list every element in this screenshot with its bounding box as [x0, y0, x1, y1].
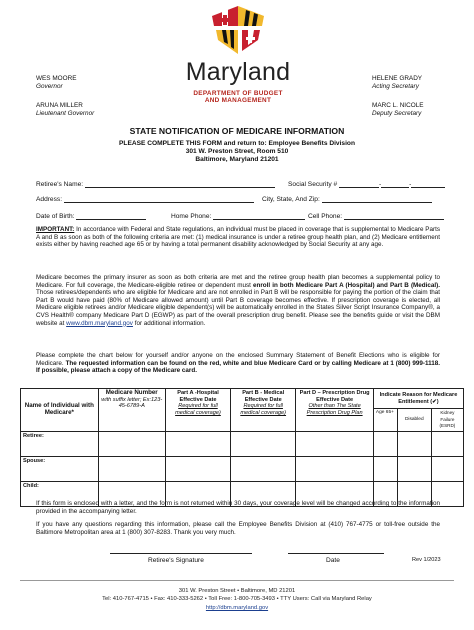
official-deputy-secretary — [372, 102, 424, 118]
disabled-checkbox[interactable] — [397, 456, 431, 481]
date-label: Date — [326, 557, 340, 564]
address-label: Address: — [36, 196, 63, 203]
header-kidney: Kidney Failure (ESRD) — [431, 409, 463, 432]
department-name — [160, 90, 316, 105]
cell-phone-row — [308, 212, 444, 220]
footer-divider — [20, 580, 454, 581]
official-name: MARC L. NICOLE — [372, 102, 424, 109]
retiree-name-row — [36, 180, 275, 188]
city-state-zip-row — [262, 195, 432, 203]
return-address — [20, 140, 454, 164]
ssn-label: Social Security # — [288, 181, 338, 188]
medicare-text-b: enroll in both Medicare Part A (Hospital) and Part B (Medical). — [252, 281, 440, 289]
important-paragraph — [36, 226, 440, 249]
row-label: Child: — [21, 481, 99, 506]
medicare-text-c: Those retirees/dependents who are eligible for Medicare and are not enrolled in Part B will be responsible for paying the portion of the claim that Part B would have paid (80% of Medicare allowed amount) until Part B coverage becomes effective. If prescription coverage is elected, all Medicare eligible retirees and/or Medicare eligible dependent(s) will be automatically enrolled in the States Silver Script Insurance Company®, a CVS Health® company Medicare Part D (EGWP) as part of the overall prescription drug benefit. Please see the benefits guide or visit the DBM website at — [36, 289, 440, 327]
chart-instructions-paragraph — [36, 352, 440, 375]
date-line[interactable] — [288, 553, 384, 554]
official-name: WES MOORE — [36, 75, 77, 82]
cell-phone-label: Cell Phone: — [308, 213, 343, 220]
header-medicare-number: Medicare Number with suffix letter; Ex:123-45-6789-A — [98, 389, 165, 432]
dob-label: Date of Birth: — [36, 213, 75, 220]
questions-paragraph: If you have any questions regarding this information, please call the Employee Benefits Division at (410) 767-4775 or toll-free outside the Baltimore Metropolitan area at 1 (800) 307-8283. Thank you very much. — [36, 521, 440, 536]
home-phone-row — [171, 212, 305, 220]
chart-instructions-a: Please complete the chart below for yourself and/or anyone on the enclosed Summary Statement of Benefit Elections who is eligible for Medicare. — [36, 352, 440, 367]
return-line-3: Baltimore, Maryland 21201 — [195, 156, 279, 163]
medicare-table — [20, 388, 464, 507]
retiree-name-label: Retiree's Name: — [36, 181, 84, 188]
official-lt-governor — [36, 102, 94, 118]
official-governor — [36, 75, 76, 91]
medicare-paragraph — [36, 274, 440, 327]
table-row — [21, 456, 464, 481]
medicare-number-cell[interactable] — [98, 431, 165, 456]
city-state-zip-field[interactable] — [322, 195, 432, 203]
row-label: Retiree: — [21, 431, 99, 456]
header-part-a: Part A -Hospital Effective Date Required for full medical coverage) — [165, 389, 230, 432]
part-b-cell[interactable] — [231, 456, 296, 481]
age-checkbox[interactable] — [373, 431, 397, 456]
cell-phone-field[interactable] — [344, 212, 444, 220]
signature-line[interactable] — [110, 553, 252, 554]
official-name: HELENE GRADY — [372, 75, 423, 82]
department-line-1: DEPARTMENT OF BUDGET — [193, 90, 283, 97]
dob-field[interactable] — [76, 212, 146, 220]
signature-label: Retiree's Signature — [148, 557, 204, 564]
maryland-flag-logo — [206, 4, 270, 56]
footer-phones: Tel: 410-767-4715 • Fax: 410-333-5262 • Toll Free: 1-800-705-3493 • TTY Users: Call via Maryland Relay — [102, 596, 372, 603]
return-notice-paragraph: If this form is enclosed with a letter, and the form is not returned within 30 days, your coverage level will be changed according to the information provided in the accompanying letter. — [36, 500, 440, 515]
table-header-row — [21, 389, 464, 409]
important-lead: IMPORTANT: — [36, 226, 75, 233]
retiree-name-field[interactable] — [85, 180, 275, 188]
table-row — [21, 431, 464, 456]
footer-website-link[interactable]: http://dbm.maryland.gov — [205, 604, 269, 611]
ssn-field-3[interactable] — [411, 180, 445, 188]
chart-instructions-b: The requested information can be found on the red, white and blue Medicare Card or by calling Medicare at 1 (800) 999-1118. If possible, please attach a copy of the Medicare card. — [36, 359, 441, 375]
header-part-d: Part D – Prescription Drug Effective Date Other than The State Prescription Drug Plan — [296, 389, 374, 432]
part-b-cell[interactable] — [231, 431, 296, 456]
ssn-field-1[interactable] — [339, 180, 379, 188]
row-label: Spouse: — [21, 456, 99, 481]
kidney-checkbox[interactable] — [431, 456, 463, 481]
important-text: In accordance with Federal and State regulations, an individual must be placed in coverage that is supplemental to Medicare Parts A and B as soon as both of the following criteria are met: (1) medical insurance is under a retiree group health plan, and (2) Medicare entitlement exists either by having reached age 65 or by having a total permanent disability acknowledged by Social Security at any age. — [36, 226, 440, 249]
city-state-zip-label: City, State, And Zip: — [262, 196, 320, 203]
official-title: Lieutenant Governor — [36, 110, 95, 117]
header-name: Name of Individual with Medicare* — [21, 389, 99, 432]
header-part-b: Part B - Medical Effective Date Required for full medical coverage) — [231, 389, 296, 432]
home-phone-field[interactable] — [213, 212, 305, 220]
ssn-row: Social Security # - - — [288, 180, 445, 188]
revision-label: Rev 1/2023 — [412, 557, 441, 563]
ssn-field-2[interactable] — [381, 180, 409, 188]
official-secretary — [372, 75, 422, 91]
part-d-cell[interactable] — [296, 456, 374, 481]
home-phone-label: Home Phone: — [171, 213, 212, 220]
return-line-1: PLEASE COMPLETE THIS FORM and return to: Employee Benefits Division — [119, 140, 355, 147]
header-age: Age 65+ — [373, 409, 397, 432]
part-d-cell[interactable] — [296, 431, 374, 456]
footer — [0, 587, 474, 612]
disabled-checkbox[interactable] — [397, 431, 431, 456]
maryland-wordmark: Maryland — [185, 58, 291, 86]
official-title: Governor — [36, 83, 63, 90]
header-reason: Indicate Reason for Medicare Entitlement (✔) — [373, 389, 463, 409]
part-a-cell[interactable] — [165, 431, 230, 456]
official-name: ARUNA MILLER — [36, 102, 83, 109]
return-line-2: 301 W. Preston Street, Room 510 — [185, 148, 289, 155]
medicare-text-a: Medicare becomes the primary insurer as soon as both criteria are met and the retiree group health plan becomes a supplemental policy to Medicare. For full coverage, the Medicare-eligible retiree or dependent must — [36, 274, 440, 289]
part-a-cell[interactable] — [165, 456, 230, 481]
official-title: Deputy Secretary — [372, 110, 422, 117]
medicare-text-d: for additional information. — [132, 319, 206, 327]
dbm-website-link[interactable]: www.dbm.maryland.gov — [66, 319, 133, 327]
address-field[interactable] — [64, 195, 254, 203]
dob-row — [36, 212, 146, 220]
address-row — [36, 195, 254, 203]
medicare-number-cell[interactable] — [98, 456, 165, 481]
department-line-2: AND MANAGEMENT — [204, 97, 272, 105]
age-checkbox[interactable] — [373, 456, 397, 481]
footer-address: 301 W. Preston Street • Baltimore, MD 21201 — [178, 588, 296, 594]
official-title: Acting Secretary — [372, 83, 419, 90]
header-disabled: Disabled — [397, 409, 431, 432]
form-title: STATE NOTIFICATION OF MEDICARE INFORMATION — [129, 126, 345, 136]
kidney-checkbox[interactable] — [431, 431, 463, 456]
